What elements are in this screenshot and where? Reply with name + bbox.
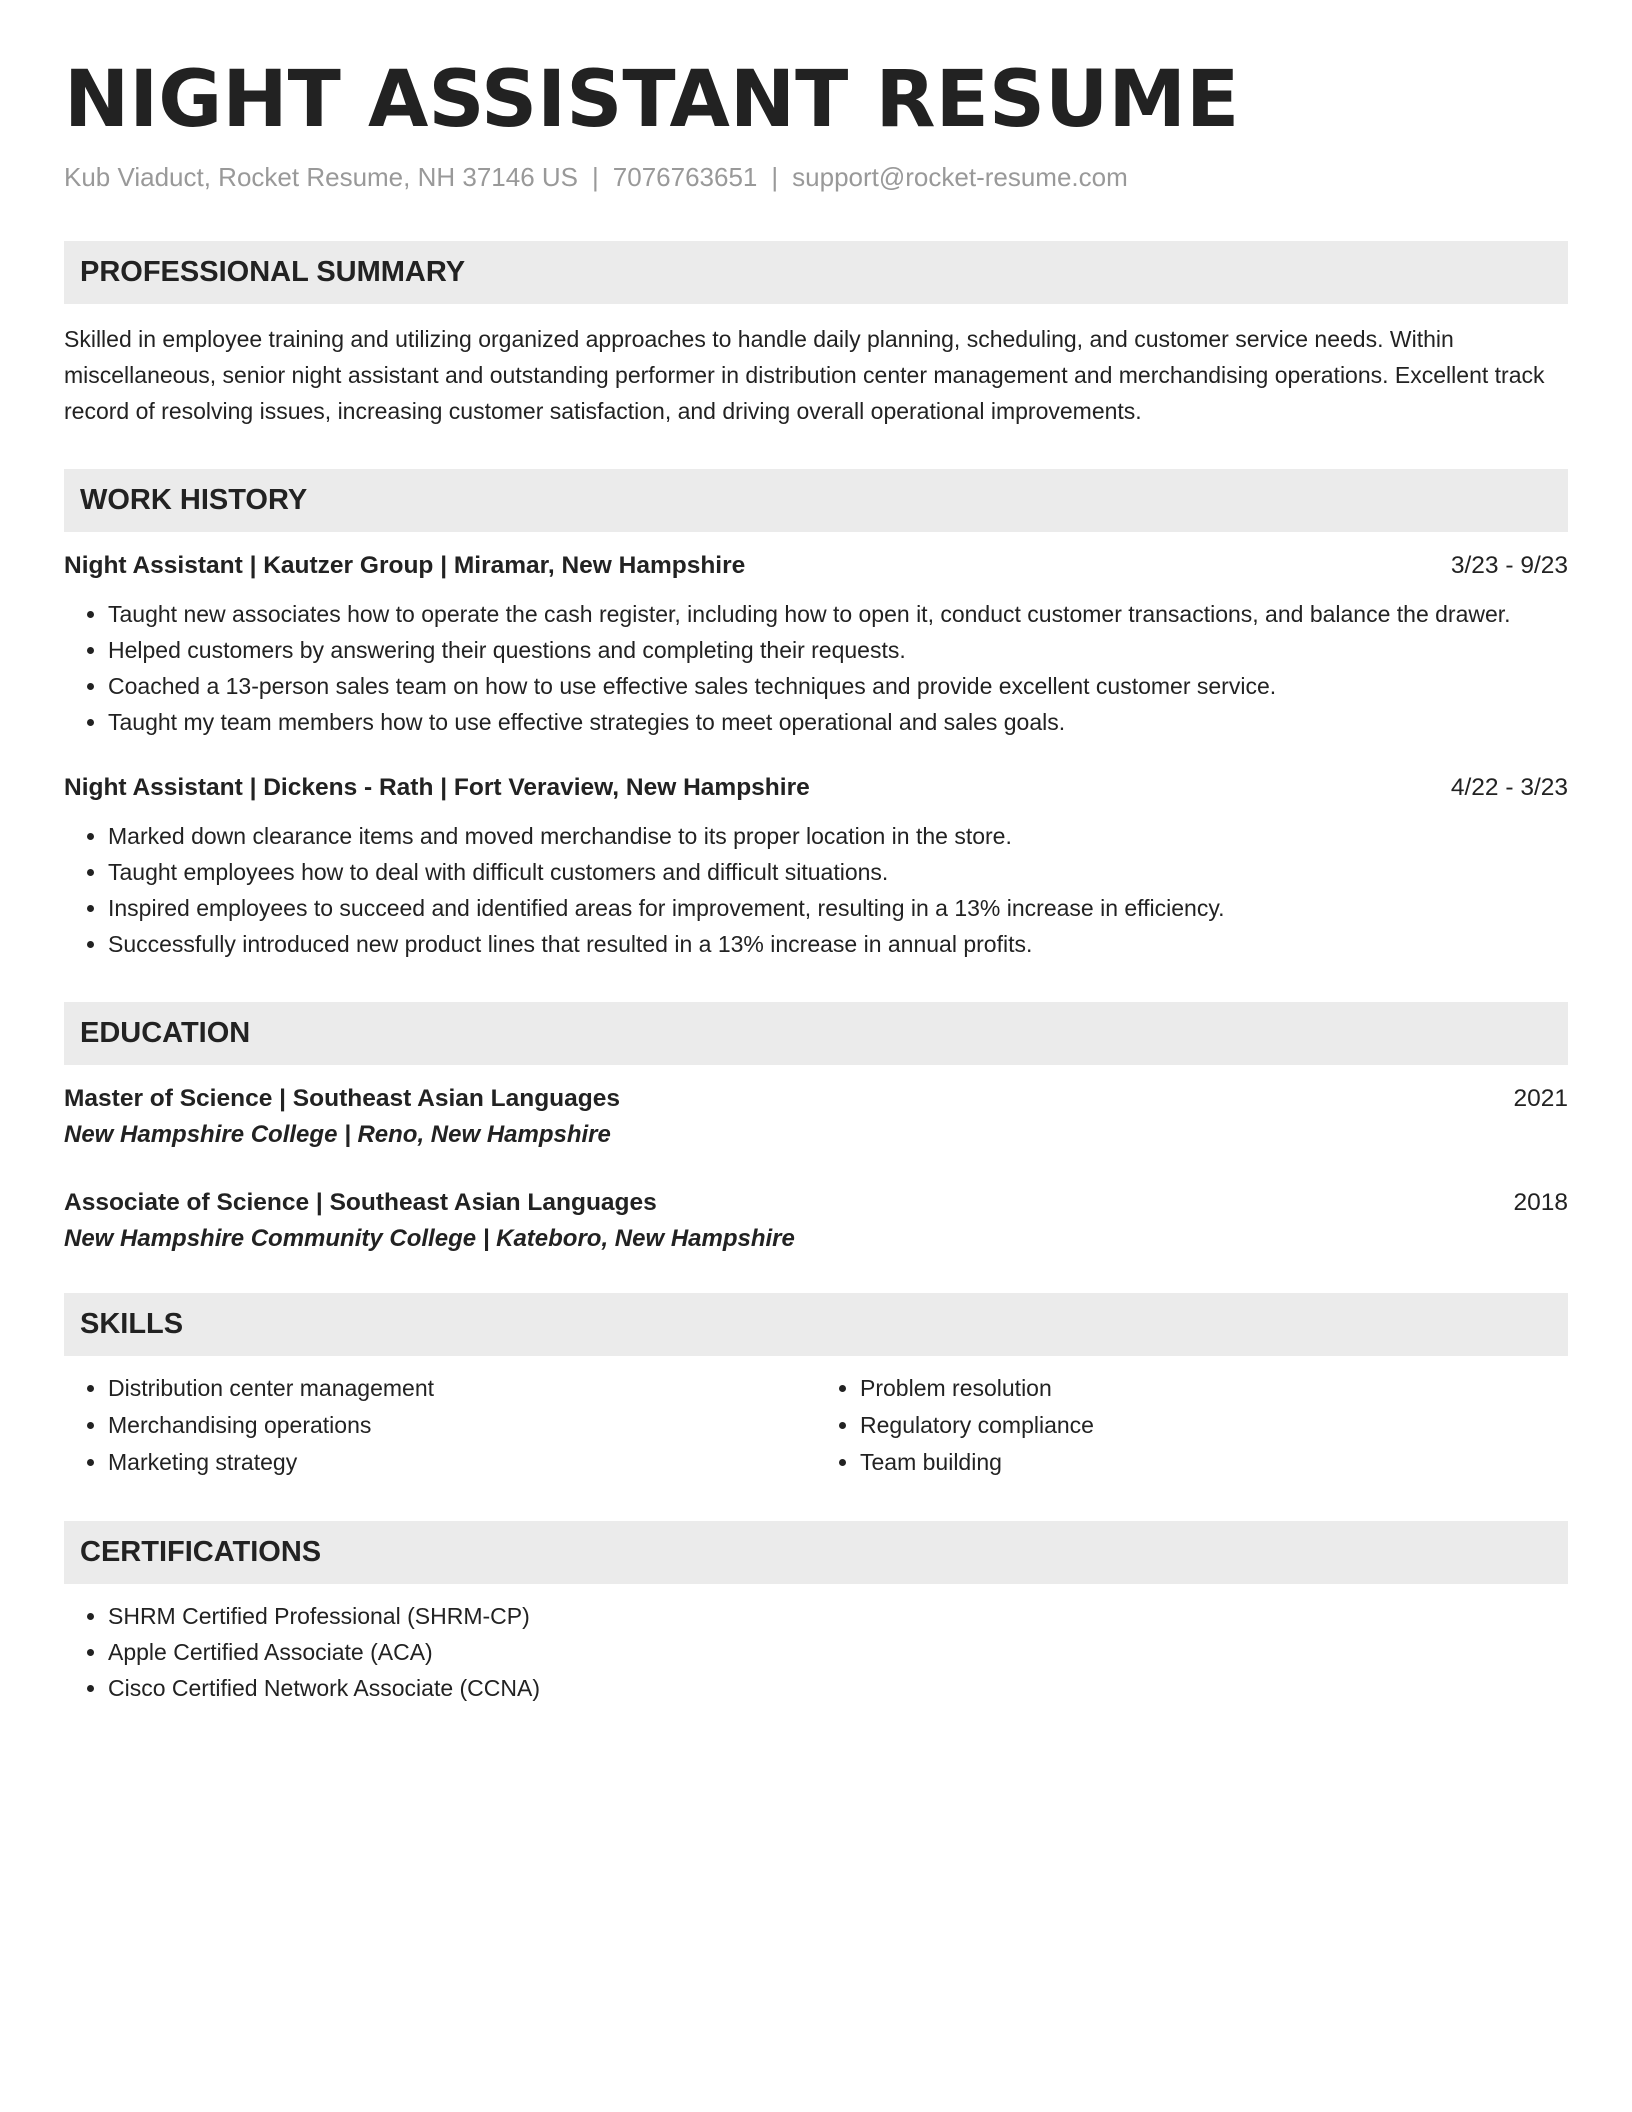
certification-item: • SHRM Certified Professional (SHRM-CP) [108,1598,1568,1634]
skill-item: • Merchandising operations [108,1407,816,1444]
job-bullet: • Inspired employees to succeed and identified areas for improvement, resulting in a 13% increase in efficiency. [108,890,1568,926]
resume-title: NIGHT ASSISTANT RESUME [64,55,1240,145]
certifications-bullets [64,1598,1568,1706]
education-entry [64,1085,1568,1149]
certification-item: • Apple Certified Associate (ACA) [108,1634,1568,1670]
job-title: Night Assistant | Kautzer Group | Miramar, New Hampshire [64,551,746,579]
skill-item: • Regulatory compliance [860,1407,1568,1444]
education-school: New Hampshire College | Reno, New Hampshire [64,1120,611,1148]
education-year: 2021 [1513,1084,1568,1112]
contact-line [64,162,1568,193]
education-year: 2018 [1513,1188,1568,1216]
section-header-skills: SKILLS [64,1293,1568,1356]
job-bullet: • Coached a 13-person sales team on how to use effective sales techniques and provide excellent customer service. [108,668,1568,704]
job-bullet: • Successfully introduced new product lines that resulted in a 13% increase in annual profits. [108,926,1568,962]
skills-list-right [816,1370,1568,1481]
job-dates: 3/23 - 9/23 [1450,551,1568,579]
skill-item: • Problem resolution [860,1370,1568,1407]
section-header-summary: PROFESSIONAL SUMMARY [64,241,1568,304]
job-bullet: • Helped customers by answering their questions and completing their requests. [108,632,1568,668]
education-entry [64,1189,1568,1253]
job-title: Night Assistant | Dickens - Rath | Fort Veraview, New Hampshire [64,773,810,801]
education-degree: Associate of Science | Southeast Asian Languages [64,1188,657,1216]
contact-address: Kub Viaduct, Rocket Resume, NH 37146 US [64,161,579,192]
job-bullet: • Marked down clearance items and moved merchandise to its proper location in the store. [108,818,1568,854]
job-dates: 4/22 - 3/23 [1450,773,1568,801]
job-header [64,774,1568,802]
job-bullet: • Taught new associates how to operate the cash register, including how to open it, conduct customer transactions, and balance the drawer. [108,596,1568,632]
job-header [64,552,1568,580]
job-bullet: • Taught my team members how to use effective strategies to meet operational and sales goals. [108,704,1568,740]
section-header-work-history: WORK HISTORY [64,469,1568,532]
skill-item: • Distribution center management [108,1370,816,1407]
job-entry [64,552,1568,740]
job-bullets [64,596,1568,740]
skill-item: • Marketing strategy [108,1444,816,1481]
education-header [64,1189,1568,1217]
education-degree: Master of Science | Southeast Asian Languages [64,1084,620,1112]
skills-columns [64,1370,1568,1481]
section-header-certifications: CERTIFICATIONS [64,1521,1568,1584]
skills-list-left [64,1370,816,1481]
education-header [64,1085,1568,1113]
contact-phone: 7076763651 [612,161,758,192]
summary-text: Skilled in employee training and utilizing organized approaches to handle daily planning, scheduling, and customer service needs. Within miscellaneous, senior night assistant and outstanding performer in distribution center management and merchandising operations. Excellent track record of resolving issues, increasing customer satisfaction, and driving overall operational improvements. [64,325,1545,424]
job-bullets [64,818,1568,962]
certifications-list [64,1598,1568,1706]
job-bullet: • Taught employees how to deal with difficult customers and difficult situations. [108,854,1568,890]
skill-item: • Team building [860,1444,1568,1481]
contact-separator: | [592,161,599,192]
job-entry [64,774,1568,962]
certification-item: • Cisco Certified Network Associate (CCNA) [108,1670,1568,1706]
education-school: New Hampshire Community College | Kateboro, New Hampshire [64,1224,795,1252]
contact-email: support@rocket-resume.com [792,161,1128,192]
contact-separator: | [771,161,779,192]
section-header-education: EDUCATION [64,1002,1568,1065]
